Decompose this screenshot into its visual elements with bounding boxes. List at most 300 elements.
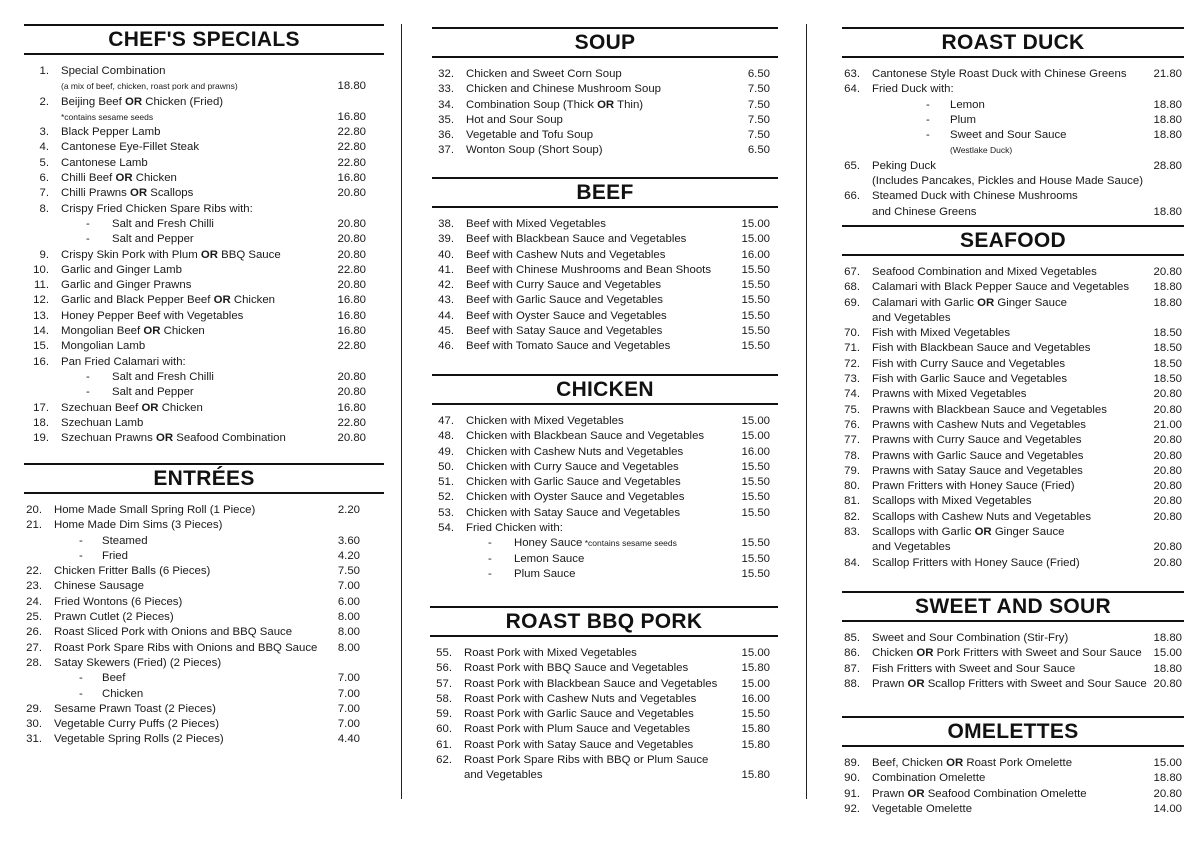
menu-item-row [430,722,778,737]
item-price: 18.80 [1153,129,1182,142]
item-price: 22.80 [337,340,366,353]
menu-item-row [430,738,778,753]
item-name: Sweet and Sour Combination (Stir-Fry) [872,632,1069,644]
item-name: Salt and Pepper [112,233,194,246]
item-price: 21.00 [1153,418,1182,431]
section-entrees [24,463,384,748]
section-omelettes [842,716,1184,817]
item-price: 15.00 [741,218,770,230]
item-name: Chinese Sausage [54,580,144,593]
item-price: 28.80 [1153,159,1182,172]
item-dash: - [86,370,90,383]
section-seafood [842,225,1184,571]
item-name: Garlic and Black Pepper Beef OR Chicken [61,294,276,307]
item-number: 23. [26,580,42,593]
item-number: 58. [436,692,452,705]
menu-item-row [432,309,778,324]
item-price: 7.50 [747,129,770,142]
item-price: 15.80 [741,723,770,736]
item-name: (Includes Pancakes, Pickles and House Made Sauce) [872,175,1143,188]
item-name: Beef with Curry Sauce and Vegetables [466,279,662,292]
item-number: 51. [438,476,454,489]
item-number: 2. [39,95,49,108]
item-price: 7.50 [747,113,770,126]
menu-item-row [24,79,384,94]
item-name: Hot and Sour Soup [466,113,563,126]
item-name: Salt and Fresh Chilli [112,217,214,230]
item-dash: - [86,217,90,230]
item-number: 69. [844,296,860,309]
menu-item-row [842,174,1184,189]
menu-item-row [430,692,778,707]
menu-item-row [842,464,1184,479]
item-number: 39. [438,233,454,246]
item-number: 12. [33,294,49,307]
menu-item-row [24,293,384,308]
item-name: Roast Pork Spare Ribs with Onions and BBQ Sauce [54,641,318,654]
item-name: Chilli Beef OR Chicken [61,172,177,185]
item-price: 15.50 [741,309,770,322]
item-price: 20.80 [1153,677,1182,690]
menu-item-row [430,646,778,661]
menu-item-row [24,503,384,518]
item-name: Prawn OR Scallop Fritters with Sweet and Sour Sauce [872,677,1147,690]
item-price: 15.50 [741,263,770,276]
menu-item-row [24,217,384,232]
item-name: Home Made Dim Sims (3 Pieces) [54,519,223,532]
item-name: Black Pepper Lamb [61,126,161,139]
item-price: 18.80 [1153,662,1182,675]
item-number: 27. [26,641,42,654]
item-dash: - [926,98,930,111]
item-name: Beef with Satay Sauce and Vegetables [466,325,663,338]
item-name: Fried [102,549,128,562]
item-name: Chicken with Curry Sauce and Vegetables [466,460,679,473]
item-number: 62. [436,754,452,767]
item-price: 6.00 [337,595,360,608]
item-number: 77. [844,434,860,447]
item-name: Cantonese Eye-Fillet Steak [61,141,200,154]
item-number: 54. [438,522,454,535]
section-title: ROAST DUCK [842,27,1184,58]
menu-item-row [24,595,384,610]
item-price: 20.80 [337,187,366,200]
item-number: 26. [26,626,42,639]
item-name: Szechuan Prawns OR Seafood Combination [61,432,286,445]
item-price: 15.80 [741,769,770,782]
item-name: Scallops with Cashew Nuts and Vegetables [872,510,1092,523]
menu-item-row [24,416,384,431]
item-number: 75. [844,403,860,416]
item-number: 10. [33,263,49,276]
item-price: 15.80 [741,662,770,675]
item-name [61,110,153,125]
item-name: Roast Pork with Plum Sauce and Vegetables [464,723,691,736]
item-number: 46. [438,340,454,353]
item-dash: - [86,233,90,246]
menu-item-row [24,687,384,702]
item-price: 7.00 [337,702,360,715]
item-name: Vegetable Spring Rolls (2 Pieces) [54,733,224,746]
menu-item-row [842,756,1184,771]
item-name: Garlic and Ginger Lamb [61,263,182,276]
menu-item-row [24,232,384,247]
item-number: 85. [844,632,860,644]
item-number: 14. [33,325,49,338]
item-price: 15.00 [741,415,770,427]
item-number: 40. [438,248,454,261]
item-price: 7.00 [337,687,360,700]
menu-item-row [432,339,778,354]
item-name: Fried Wontons (6 Pieces) [54,595,183,608]
item-price: 18.50 [1153,357,1182,370]
item-number: 78. [844,449,860,462]
item-name: Prawns with Garlic Sauce and Vegetables [872,449,1084,462]
item-dash: - [79,672,83,685]
menu-item-row [432,278,778,293]
item-name: Prawn OR Seafood Combination Omelette [872,787,1087,800]
item-price: 20.80 [337,279,366,292]
menu-item-row [842,418,1184,433]
item-price: 15.00 [1153,757,1182,769]
item-number: 5. [39,156,49,169]
item-number: 6. [39,172,49,185]
item-name: Chicken OR Pork Fritters with Sweet and Sour Sauce [872,647,1142,660]
item-number: 59. [436,708,452,721]
menu-item-row [24,641,384,656]
item-price: 20.80 [337,217,366,230]
item-name: Chicken with Oyster Sauce and Vegetables [466,491,685,504]
item-number: 73. [844,373,860,386]
item-number: 84. [844,556,860,569]
menu-item-row [24,171,384,186]
item-number: 63. [844,68,860,80]
item-number: 41. [438,263,454,276]
menu-item-row [842,341,1184,356]
item-number: 83. [844,526,860,539]
item-number: 61. [436,738,452,751]
menu-item-row [432,263,778,278]
item-price: 20.80 [337,370,366,383]
item-number: 16. [33,355,49,368]
item-name: Chicken with Mixed Vegetables [466,415,624,427]
item-number: 82. [844,510,860,523]
item-name: Beef with Garlic Sauce and Vegetables [466,294,663,307]
menu-item-row [24,309,384,324]
menu-item-row [842,771,1184,786]
item-price: 16.00 [741,445,770,458]
item-name: Mongolian Lamb [61,340,146,353]
section-title: SEAFOOD [842,225,1184,256]
item-price: 15.00 [741,677,770,690]
item-price: 21.80 [1153,68,1182,80]
item-number: 66. [844,190,860,203]
item-note: *contains sesame seeds [582,538,677,549]
item-price: 15.50 [741,279,770,292]
item-name: Chicken with Blackbean Sauce and Vegetables [466,430,705,443]
menu-item-row [432,143,778,158]
item-name: Sesame Prawn Toast (2 Pieces) [54,702,216,715]
item-name: Garlic and Ginger Prawns [61,279,192,292]
menu-item-row [24,610,384,625]
menu-item-row [432,414,778,429]
item-price: 20.80 [1153,787,1182,800]
item-price: 22.80 [337,263,366,276]
item-name: Roast Sliced Pork with Onions and BBQ Sauce [54,626,293,639]
menu-item-row [24,370,384,385]
item-name: Roast Pork with BBQ Sauce and Vegetables [464,662,689,675]
item-name: Vegetable Omelette [872,802,973,815]
menu-item-row [842,662,1184,677]
item-price: 8.00 [337,641,360,654]
section-sweet-and-sour [842,591,1184,692]
item-number: 55. [436,647,452,659]
menu-item-row [24,156,384,171]
item-name: Satay Skewers (Fried) (2 Pieces) [54,656,222,669]
item-price: 7.50 [337,565,360,578]
item-dash: - [79,549,83,562]
menu-item-row [842,479,1184,494]
item-price: 15.00 [1153,647,1182,660]
item-name: Chilli Prawns OR Scallops [61,187,194,200]
item-name: Scallops with Mixed Vegetables [872,495,1032,508]
menu-item-row [430,753,778,768]
item-name: Chicken with Garlic Sauce and Vegetables [466,476,681,489]
item-price: 15.50 [741,552,770,565]
menu-item-row [432,128,778,143]
section-title: SOUP [432,27,778,58]
item-dash: - [926,129,930,142]
item-price: 7.00 [337,580,360,593]
item-number: 71. [844,342,860,355]
item-list [842,756,1184,817]
item-name: Fish Fritters with Sweet and Sour Sauce [872,662,1076,675]
menu-item-row [24,656,384,671]
menu-item-row [432,217,778,232]
menu-item-row [842,128,1184,143]
item-number: 36. [438,129,454,142]
menu-item-row [24,732,384,747]
menu-item-row [842,205,1184,220]
item-note: *contains sesame seeds [61,111,154,122]
menu-item-row [24,64,384,79]
menu-item-row [842,372,1184,387]
item-name: Chicken Fritter Balls (6 Pieces) [54,565,211,578]
item-name: Lemon [950,98,985,111]
section-chicken [432,374,778,582]
menu-item-row [842,98,1184,113]
menu-item-row [842,189,1184,204]
menu-item-row [24,702,384,717]
menu-item-row [24,431,384,446]
item-number: 72. [844,357,860,370]
item-name: and Vegetables [872,311,951,324]
item-price: 16.00 [741,692,770,705]
column-divider [806,24,807,799]
item-price: 20.80 [1153,449,1182,462]
menu-item-row [432,82,778,97]
menu-item-row [24,202,384,217]
item-number: 48. [438,430,454,443]
item-number: 8. [39,202,49,215]
item-name: Beef with Tomato Sauce and Vegetables [466,340,671,353]
section-beef [432,177,778,355]
item-list [842,67,1184,220]
item-number: 34. [438,98,454,111]
item-number: 35. [438,113,454,126]
item-list [432,217,778,355]
item-name: Chicken and Chinese Mushroom Soup [466,83,662,96]
item-name: Beef [102,672,126,685]
item-number: 11. [34,279,49,292]
item-list [432,67,778,159]
item-name: Fried Duck with: [872,83,954,96]
item-list [842,265,1184,571]
item-number: 9. [39,248,49,261]
section-soup [432,27,778,159]
item-note: (Westlake Duck) [950,145,1013,156]
item-name: Peking Duck [872,159,936,172]
menu-item-row [432,429,778,444]
item-name [61,79,238,94]
section-roast-bbq-pork [430,606,778,784]
item-price: 7.50 [747,98,770,111]
menu-item-row [24,518,384,533]
menu-item-row [842,631,1184,646]
item-name: Chicken [102,687,144,700]
item-note: (a mix of beef, chicken, roast pork and prawns) [61,81,238,92]
item-price: 6.50 [747,144,770,157]
item-name: Home Made Small Spring Roll (1 Piece) [54,504,256,516]
item-number: 25. [26,611,42,624]
item-name [950,143,1012,158]
item-number: 65. [844,159,860,172]
menu-item-row [842,510,1184,525]
menu-item-row [24,564,384,579]
item-price: 4.20 [337,549,360,562]
menu-column-2 [432,0,778,851]
item-name: Special Combination [61,65,166,77]
menu-item-row [842,449,1184,464]
item-name: Fish with Mixed Vegetables [872,327,1011,340]
column-divider [401,24,402,799]
item-name: Scallop Fritters with Honey Sauce (Fried) [872,556,1080,569]
item-price: 16.80 [337,325,366,338]
item-price: 22.80 [337,141,366,154]
item-name: Beef with Blackbean Sauce and Vegetables [466,233,687,246]
menu-item-row [430,707,778,722]
menu-item-row [432,324,778,339]
menu-item-row [24,355,384,370]
section-chefs-specials [24,24,384,446]
item-name: Chicken with Cashew Nuts and Vegetables [466,445,684,458]
item-name: Prawn Cutlet (2 Pieces) [54,611,174,624]
menu-item-row [842,802,1184,817]
item-price: 15.50 [741,491,770,504]
item-number: 87. [844,662,860,675]
item-price: 18.80 [1153,296,1182,309]
item-name: Chicken with Satay Sauce and Vegetables [466,506,681,519]
item-name: Honey Pepper Beef with Vegetables [61,309,244,322]
item-name: Roast Pork with Garlic Sauce and Vegetables [464,708,694,721]
item-name: Beef with Oyster Sauce and Vegetables [466,309,667,322]
item-name: Sweet and Sour Sauce [950,129,1067,142]
item-number: 44. [438,309,454,322]
item-name: Crispy Skin Pork with Plum OR BBQ Sauce [61,248,281,261]
item-price: 15.50 [741,567,770,580]
menu-item-row [842,280,1184,295]
item-price: 15.50 [741,506,770,519]
menu-item-row [842,540,1184,555]
item-name: Steamed [102,534,148,547]
menu-item-row [24,125,384,140]
item-name: Prawns with Satay Sauce and Vegetables [872,464,1083,477]
menu-item-row [842,787,1184,802]
item-name: Prawns with Blackbean Sauce and Vegetables [872,403,1107,416]
item-price: 15.50 [741,340,770,353]
item-number: 1. [39,65,49,77]
menu-item-row [842,525,1184,540]
menu-item-row [24,95,384,110]
menu-item-row [842,387,1184,402]
item-price: 8.00 [337,611,360,624]
item-name: Roast Pork with Blackbean Sauce and Vegetables [464,677,718,690]
menu-item-row [432,536,778,551]
item-price: 15.80 [741,738,770,751]
item-number: 74. [844,388,860,401]
item-name: Salt and Fresh Chilli [112,370,214,383]
item-name: Pan Fried Calamari with: [61,355,186,368]
section-title: CHICKEN [432,374,778,405]
item-price: 18.80 [1153,281,1182,294]
item-name: Szechuan Lamb [61,416,144,429]
menu-item-row [842,556,1184,571]
item-list [842,631,1184,692]
item-number: 29. [26,702,42,715]
item-price: 15.50 [741,537,770,550]
item-price: 14.00 [1153,802,1182,815]
item-name: Chicken and Sweet Corn Soup [466,68,622,80]
item-name: Seafood Combination and Mixed Vegetables [872,266,1097,278]
section-roast-duck [842,27,1184,220]
menu-item-row [24,717,384,732]
item-name: Combination Omelette [872,772,986,785]
item-price: 20.80 [337,233,366,246]
item-price: 20.80 [337,248,366,261]
item-name: Fish with Garlic Sauce and Vegetables [872,373,1068,386]
item-price: 15.50 [741,325,770,338]
item-name: Beef, Chicken OR Roast Pork Omelette [872,757,1073,769]
menu-item-row [842,433,1184,448]
item-price: 16.00 [741,248,770,261]
menu-item-row [24,278,384,293]
item-name: Roast Pork with Cashew Nuts and Vegetables [464,692,697,705]
item-number: 53. [438,506,454,519]
item-number: 79. [844,464,860,477]
item-name: Crispy Fried Chicken Spare Ribs with: [61,202,253,215]
item-price: 4.40 [337,733,360,746]
item-name: Fish with Blackbean Sauce and Vegetables [872,342,1091,355]
item-name: Calamari with Black Pepper Sauce and Vegetables [872,281,1130,294]
item-number: 76. [844,418,860,431]
item-name: Beef with Chinese Mushrooms and Bean Shoots [466,263,712,276]
item-name: Roast Pork with Satay Sauce and Vegetables [464,738,694,751]
item-number: 15. [33,340,49,353]
item-price: 18.80 [1153,632,1182,644]
item-dash: - [86,386,90,399]
item-price: 15.00 [741,647,770,659]
item-price: 7.00 [337,672,360,685]
